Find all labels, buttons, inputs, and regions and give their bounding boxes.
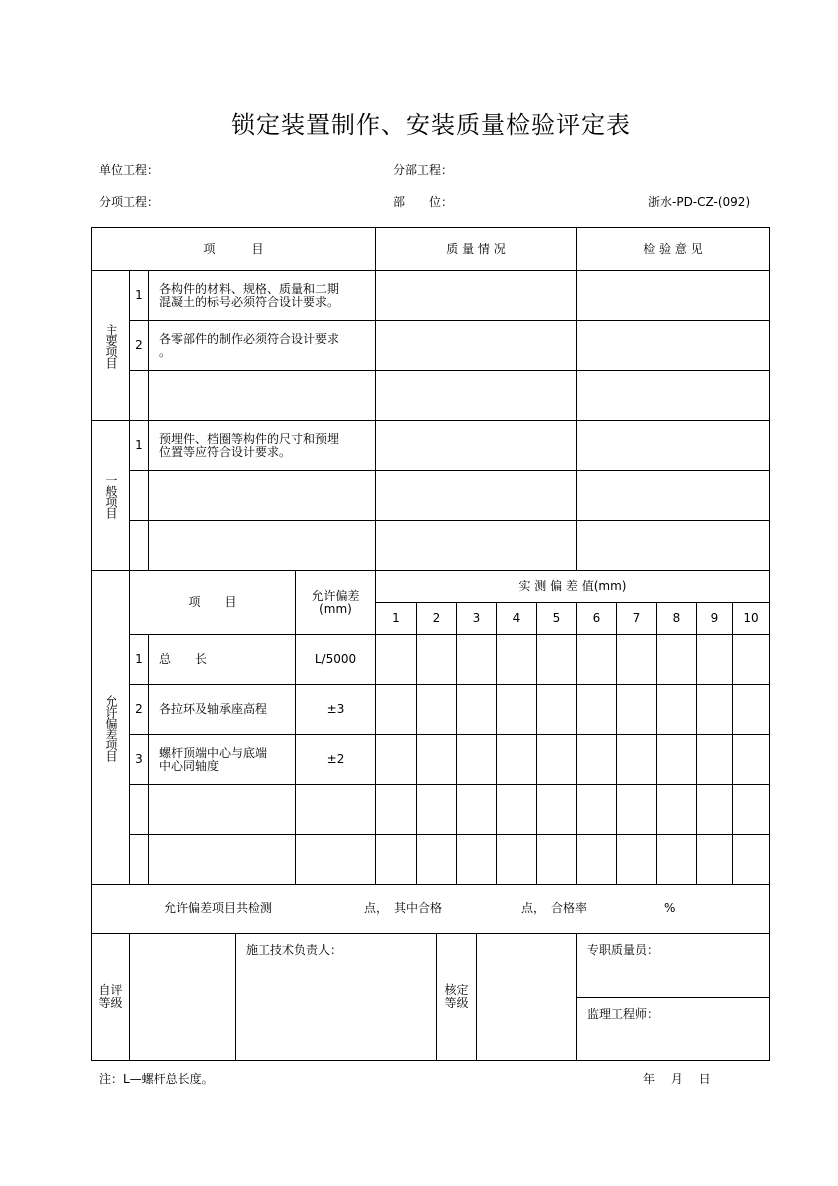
measured-value-cell[interactable] (576, 784, 616, 834)
row-number (129, 784, 148, 834)
general-group-label-text: 一般项目 (104, 473, 118, 518)
measure-col-9 (696, 602, 732, 634)
measure-col-8 (656, 602, 696, 634)
measured-value-cell[interactable] (656, 734, 696, 784)
tolerance-item-header-text: 项 目 (188, 595, 237, 609)
tolerance-item-header (129, 570, 295, 634)
row-number (129, 320, 148, 370)
unit-project-label: 单位工程： (99, 163, 160, 177)
main-group-label-text: 主要项目 (104, 323, 118, 368)
row-requirement-text: 各构件的材料、规格、质量和二期 混凝土的标号必须符合设计要求。 (159, 281, 340, 309)
qc-signature-text: 专职质量员： (587, 943, 660, 957)
measure-col-1-text: 1 (392, 611, 400, 625)
measured-value-cell[interactable] (616, 684, 656, 734)
measured-value-cell[interactable] (732, 784, 769, 834)
measured-value-cell[interactable] (536, 734, 576, 784)
row-requirement (148, 370, 375, 420)
tolerance-item (148, 784, 295, 834)
measure-col-5-text: 5 (552, 611, 561, 625)
measured-value-cell[interactable] (732, 634, 769, 684)
measure-col-2-text: 2 (432, 611, 441, 625)
tolerance-item (148, 734, 295, 784)
row-number (129, 684, 148, 734)
row-number (129, 520, 148, 570)
measured-value-cell[interactable] (456, 734, 496, 784)
row-number-text: 2 (135, 338, 143, 352)
measure-col-6-text: 6 (592, 611, 601, 625)
tolerance-value (295, 834, 375, 884)
opinion-cell[interactable] (576, 320, 769, 370)
measured-value-cell[interactable] (696, 734, 732, 784)
measured-value-cell[interactable] (656, 684, 696, 734)
measured-value-cell[interactable] (496, 784, 536, 834)
item-project-label: 分项工程： (99, 195, 160, 209)
row-number (129, 470, 148, 520)
tolerance-value-text: ±2 (326, 752, 345, 766)
measured-value-cell[interactable] (375, 734, 416, 784)
measured-value-cell[interactable] (416, 734, 456, 784)
measured-value-cell[interactable] (375, 634, 416, 684)
measured-value-cell[interactable] (616, 784, 656, 834)
header-item-text: 项 目 (203, 241, 264, 256)
measure-col-10-text: 10 (743, 611, 759, 625)
qc-signature[interactable] (576, 933, 769, 997)
measured-value-cell[interactable] (375, 684, 416, 734)
self-grade-label-text: 自评 等级 (98, 983, 123, 1010)
quality-cell[interactable] (375, 470, 576, 520)
measured-value-cell[interactable] (732, 834, 769, 884)
row-number (129, 270, 148, 320)
measure-col-4 (496, 602, 536, 634)
measure-col-4-text: 4 (512, 611, 521, 625)
verify-grade-label (436, 933, 476, 1060)
row-number-text: 1 (135, 652, 143, 666)
measured-value-cell[interactable] (416, 834, 456, 884)
measure-col-5 (536, 602, 576, 634)
tech-lead-signature[interactable] (235, 933, 436, 1060)
header-opinion (576, 227, 769, 270)
measured-value-cell[interactable] (375, 784, 416, 834)
supervisor-signature[interactable] (576, 997, 769, 1060)
measure-col-8-text: 8 (672, 611, 681, 625)
summary-text-c: 点， 合格率 (521, 901, 588, 915)
measured-value-cell[interactable] (496, 834, 536, 884)
quality-cell[interactable] (375, 370, 576, 420)
measured-value-cell[interactable] (576, 634, 616, 684)
form-code: 浙水-PD-CZ-(092) (648, 195, 751, 209)
measured-value-cell[interactable] (696, 634, 732, 684)
general-group-label (91, 420, 129, 570)
measured-value-cell[interactable] (536, 834, 576, 884)
tolerance-header (295, 570, 375, 634)
header-quality (375, 227, 576, 270)
measured-value-cell[interactable] (375, 834, 416, 884)
measured-value-cell[interactable] (496, 634, 536, 684)
row-number (129, 420, 148, 470)
measure-col-9-text: 9 (710, 611, 719, 625)
self-grade-label (91, 933, 129, 1060)
measured-value-cell[interactable] (656, 784, 696, 834)
measure-col-2 (416, 602, 456, 634)
row-number (129, 370, 148, 420)
measured-value-cell[interactable] (416, 634, 456, 684)
measured-value-cell[interactable] (616, 834, 656, 884)
measured-value-cell[interactable] (576, 684, 616, 734)
measured-value-cell[interactable] (536, 784, 576, 834)
measure-col-7 (616, 602, 656, 634)
measured-header-text: 实 测 偏 差 值(mm) (518, 579, 627, 593)
self-grade-value[interactable] (129, 933, 235, 1060)
opinion-cell[interactable] (576, 370, 769, 420)
row-number-text: 1 (135, 288, 143, 302)
header-item (91, 227, 375, 270)
measured-value-cell[interactable] (456, 834, 496, 884)
quality-cell[interactable] (375, 270, 576, 320)
measured-value-cell[interactable] (696, 784, 732, 834)
row-requirement (148, 270, 375, 320)
measure-col-3 (456, 602, 496, 634)
quality-cell[interactable] (375, 320, 576, 370)
row-requirement-text: 各零部件的制作必须符合设计要求 。 (159, 331, 340, 359)
header-quality-text: 质 量 情 况 (446, 241, 506, 256)
measure-col-3-text: 3 (472, 611, 481, 625)
footnote: 注：L—螺杆总长度。 (99, 1072, 214, 1086)
division-project-label: 分部工程： (393, 163, 454, 177)
date-label: 年 月 日 (643, 1072, 711, 1086)
tolerance-value (295, 684, 375, 734)
tolerance-value (295, 784, 375, 834)
opinion-cell[interactable] (576, 270, 769, 320)
verify-grade-label-text: 核定 等级 (444, 983, 469, 1010)
row-number (129, 734, 148, 784)
tolerance-item (148, 634, 295, 684)
opinion-cell[interactable] (576, 470, 769, 520)
quality-cell[interactable] (375, 420, 576, 470)
measured-value-cell[interactable] (616, 634, 656, 684)
summary-text-a: 允许偏差项目共检测 (164, 901, 273, 915)
measured-value-cell[interactable] (416, 684, 456, 734)
measured-value-cell[interactable] (496, 684, 536, 734)
measure-col-7-text: 7 (632, 611, 641, 625)
row-number (129, 634, 148, 684)
row-number (129, 834, 148, 884)
measured-value-cell[interactable] (536, 634, 576, 684)
opinion-cell[interactable] (576, 420, 769, 470)
row-number-text: 3 (135, 752, 143, 766)
summary-text-d: % (664, 901, 676, 915)
measured-value-cell[interactable] (576, 834, 616, 884)
measured-value-cell[interactable] (696, 834, 732, 884)
summary-row (91, 884, 769, 933)
position-label: 部 位： (393, 195, 454, 209)
summary-text-b: 点， 其中合格 (364, 901, 443, 915)
opinion-cell[interactable] (576, 520, 769, 570)
measured-value-cell[interactable] (416, 784, 456, 834)
measured-value-cell[interactable] (536, 684, 576, 734)
row-requirement (148, 470, 375, 520)
measured-value-cell[interactable] (456, 684, 496, 734)
tolerance-value-text: ±3 (326, 702, 345, 716)
row-requirement (148, 520, 375, 570)
measured-value-cell[interactable] (456, 784, 496, 834)
measure-col-10 (732, 602, 769, 634)
tolerance-group-label-text: 允许偏差项目 (104, 694, 118, 761)
measured-value-cell[interactable] (496, 734, 536, 784)
measure-col-1 (375, 602, 416, 634)
tolerance-item-text: 螺杆顶端中心与底端 中心同轴度 (159, 745, 268, 773)
verify-grade-value[interactable] (476, 933, 576, 1060)
tolerance-group-label (91, 570, 129, 884)
row-requirement (148, 320, 375, 370)
tolerance-item (148, 684, 295, 734)
row-number-text: 2 (135, 702, 143, 716)
measured-value-cell[interactable] (576, 734, 616, 784)
tolerance-value (295, 734, 375, 784)
tolerance-item-text: 总 长 (159, 652, 208, 666)
row-number-text: 1 (135, 438, 143, 452)
measured-header (375, 570, 769, 602)
quality-cell[interactable] (375, 520, 576, 570)
measured-value-cell[interactable] (656, 834, 696, 884)
tolerance-value-text: L/5000 (314, 652, 357, 666)
supervisor-signature-text: 监理工程师： (587, 1007, 660, 1021)
tolerance-item-text: 各拉环及轴承座高程 (159, 702, 268, 716)
measured-value-cell[interactable] (696, 684, 732, 734)
measured-value-cell[interactable] (732, 684, 769, 734)
row-requirement (148, 420, 375, 470)
measured-value-cell[interactable] (656, 634, 696, 684)
measured-value-cell[interactable] (616, 734, 656, 784)
measured-value-cell[interactable] (456, 634, 496, 684)
tech-lead-signature-text: 施工技术负责人： (246, 943, 343, 957)
tolerance-header-text: 允许偏差 (mm) (311, 588, 360, 616)
tolerance-value (295, 634, 375, 684)
main-group-label (91, 270, 129, 420)
measured-value-cell[interactable] (732, 734, 769, 784)
page-title: 锁定装置制作、安装质量检验评定表 (231, 111, 631, 139)
measure-col-6 (576, 602, 616, 634)
row-requirement-text: 预埋件、档圈等构件的尺寸和预埋 位置等应符合设计要求。 (159, 431, 340, 459)
header-opinion-text: 检 验 意 见 (643, 241, 703, 256)
tolerance-item (148, 834, 295, 884)
